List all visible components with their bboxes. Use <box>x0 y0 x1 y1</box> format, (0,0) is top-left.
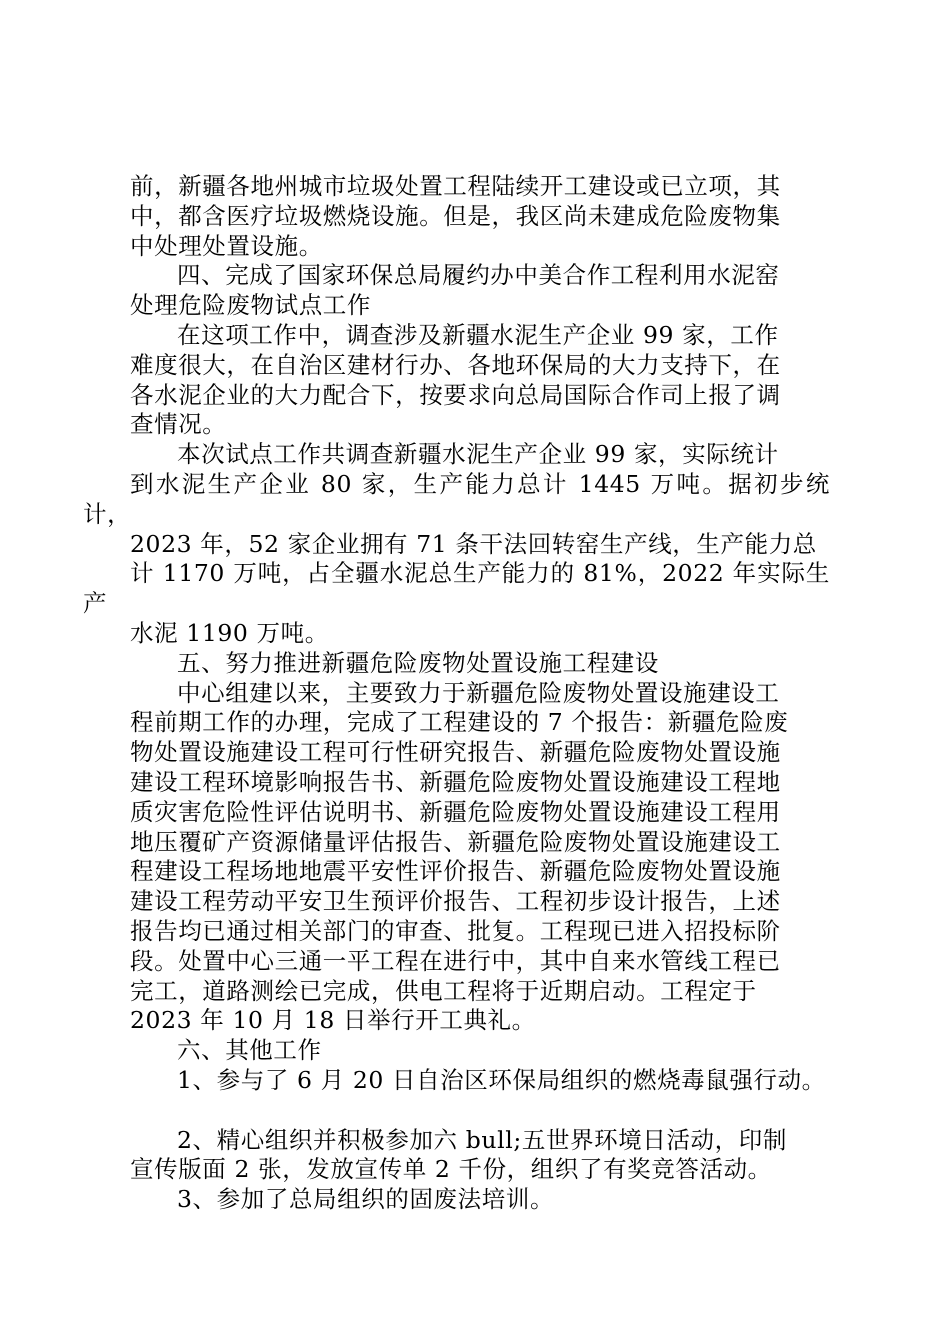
paragraph-survey: 在这项工作中，调查涉及新疆水泥生产企业 99 家，工作 难度很大，在自治区建材行办、各地环保局的大力支持下，在 各水泥企业的大力配合下，按要求向总局国际合作司上报了调 查情况。 <box>130 320 781 439</box>
paragraph-project: 中心组建以来，主要致力于新疆危险废物处置设施建设工 程前期工作的办理，完成了工程建设的 7 个报告：新疆危险废 物处置设施建设工程可行性研究报告、新疆危险废物处置设施 建设工程环境影响报告书、新疆危险废物处置设施建设工程地 质灾害危险性评估说明书、新疆危险废物处置设施建设工程用 地压覆矿产资源储量评估报告、新疆危险废物处置设施建设工 程建设工程场地地震平安性评价报告、新疆危险废物处置设施 建设工程劳动平安卫生预评价报告、工程初步设计报告，上述 报告均已通过相关部门的审查、批复。工程现已进入招投标阶 段。处置中心三通一平工程在进行中，其中自来水管线工程已 完工，道路测绘已完成，供电工程将于近期启动。工程定于 2023 年 10 月 18 日举行开工典礼。 <box>130 678 789 1035</box>
document-body <box>83 172 830 1215</box>
section-heading-4: 四、完成了国家环保总局履约办中美合作工程利用水泥窑 处理危险废物试点工作 <box>130 261 780 320</box>
section-heading-6: 六、其他工作 <box>177 1036 322 1065</box>
list-item-2: 2、精心组织并积极参加六 bull;五世界环境日活动，印制 宣传版面 2 张，发放宣传单 2 千份，组织了有奖竞答活动。 <box>130 1125 787 1184</box>
paragraph-continuation: 前，新疆各地州城市垃圾处置工程陆续开工建设或已立项，其 中，都含医疗垃圾燃烧设施。但是，我区尚未建成危险废物集 中处理处置设施。 <box>130 172 781 260</box>
list-item-1: 1、参与了 6 月 20 日自治区环保局组织的燃烧毒鼠强行动。 <box>177 1065 826 1094</box>
section-heading-5: 五、努力推进新疆危险废物处置设施工程建设 <box>177 648 659 677</box>
paragraph-statistics: 本次试点工作共调查新疆水泥生产企业 99 家，实际统计 到水泥生产企业 80 家，生产能力总计 1445 万吨。据初步统计， 2023 年，52 家企业拥有 71 条干法回转窑生产线，生产能力总 计 1170 万吨，占全疆水泥总生产能力的 81%，2022 年实际生产 水泥 1190 万吨。 <box>83 440 830 647</box>
list-item-3: 3、参加了总局组织的固废法培训。 <box>177 1185 555 1214</box>
